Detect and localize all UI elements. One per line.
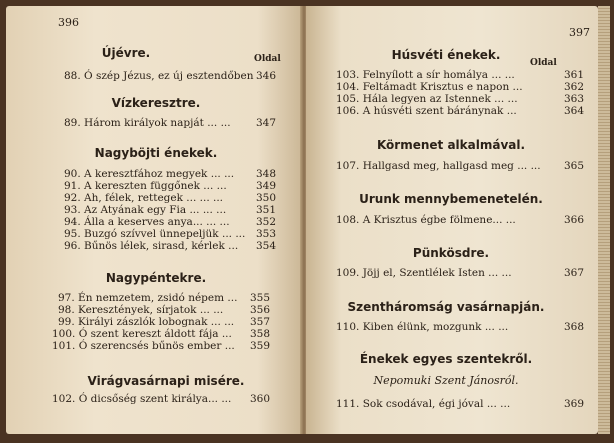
page-number: 397	[569, 26, 590, 39]
toc-entry: 91. A kereszten függőnek ... ... 349	[64, 180, 277, 192]
toc-entry: 111. Sok csodával, égi jóval ... ... 369	[336, 398, 585, 410]
toc-entry: 96. Bűnös lélek, sirasd, kérlek ... 354	[64, 240, 277, 252]
toc-entry: 110. Kiben élünk, mozgunk ... ... 368	[336, 321, 585, 333]
right-page	[306, 6, 598, 434]
page-edges	[598, 6, 610, 434]
section-heading: Újévre.	[101, 46, 151, 60]
toc-entry: 93. Az Atyának egy Fia ... ... ... 351	[64, 204, 277, 216]
section-heading: Körmenet alkalmával.	[376, 138, 526, 152]
section-heading: Nagyböjti énekek.	[94, 146, 218, 160]
toc-entry: 97. Én nemzetem, zsidó népem ... 355	[58, 292, 271, 304]
toc-entry: 92. Ah, félek, rettegek ... ... ... 350	[64, 192, 277, 204]
toc-entry: 104. Feltámadt Krisztus e napon ... 362	[336, 81, 585, 93]
section-heading: Nagypéntekre.	[105, 271, 207, 285]
toc-entry: 108. A Krisztus égbe fölmenе... ... 366	[336, 214, 585, 226]
toc-entry: 100. Ó szent kereszt áldott fája ... 358	[52, 328, 271, 340]
toc-entry: 105. Hála legyen az Istennek ... ... 363	[336, 93, 585, 105]
section-heading: Húsvéti énekek.	[391, 48, 501, 62]
section-heading: Énekek egyes szentekről.	[359, 352, 533, 366]
toc-entry: 88. Ó szép Jézus, ez új esztendőben 346	[64, 70, 277, 82]
section-heading: Virágvasárnapi misére.	[87, 374, 245, 388]
toc-entry: 94. Álla a keserves anya... ... ... 352	[64, 216, 277, 228]
section-subheading: Nepomuki Szent Jánosról.	[373, 374, 519, 387]
page-column-label: Oldal	[254, 54, 281, 64]
toc-entry: 98. Keresztények, sírjatok ... ... 356	[58, 304, 271, 316]
toc-entry: 101. Ó szerencsés bűnös ember ... 359	[52, 340, 271, 352]
toc-entry: 103. Felnyílott a sír homálya ... ... 361	[336, 69, 585, 81]
toc-entry: 109. Jöjj el, Szentlélek Isten ... ... 367	[336, 267, 585, 279]
section-heading: Urunk mennybemenetelén.	[359, 192, 543, 206]
section-heading: Vízkeresztre.	[111, 96, 201, 110]
toc-entry: 106. A húsvéti szent báránynak ... 364	[336, 105, 585, 117]
left-page	[6, 6, 302, 434]
section-heading: Pünkösdre.	[412, 246, 490, 260]
toc-entry: 95. Buzgó szívvel ünnepeljük ... ... 353	[64, 228, 277, 240]
toc-entry: 107. Hallgasd meg, hallgasd meg ... ... 365	[336, 160, 585, 172]
section-heading: Szentháromság vasárnapján.	[347, 300, 545, 314]
toc-entry: 99. Királyi zászlók lobognak ... ... 357	[58, 316, 271, 328]
toc-entry: 90. A keresztfához megyek ... ... 348	[64, 168, 277, 180]
page-column-label: Oldal	[530, 58, 557, 68]
toc-entry: 89. Három királyok napját ... ... 347	[64, 117, 277, 129]
page-number: 396	[58, 16, 79, 29]
toc-entry: 102. Ó dicsőség szent királya... ... 360	[52, 393, 271, 405]
